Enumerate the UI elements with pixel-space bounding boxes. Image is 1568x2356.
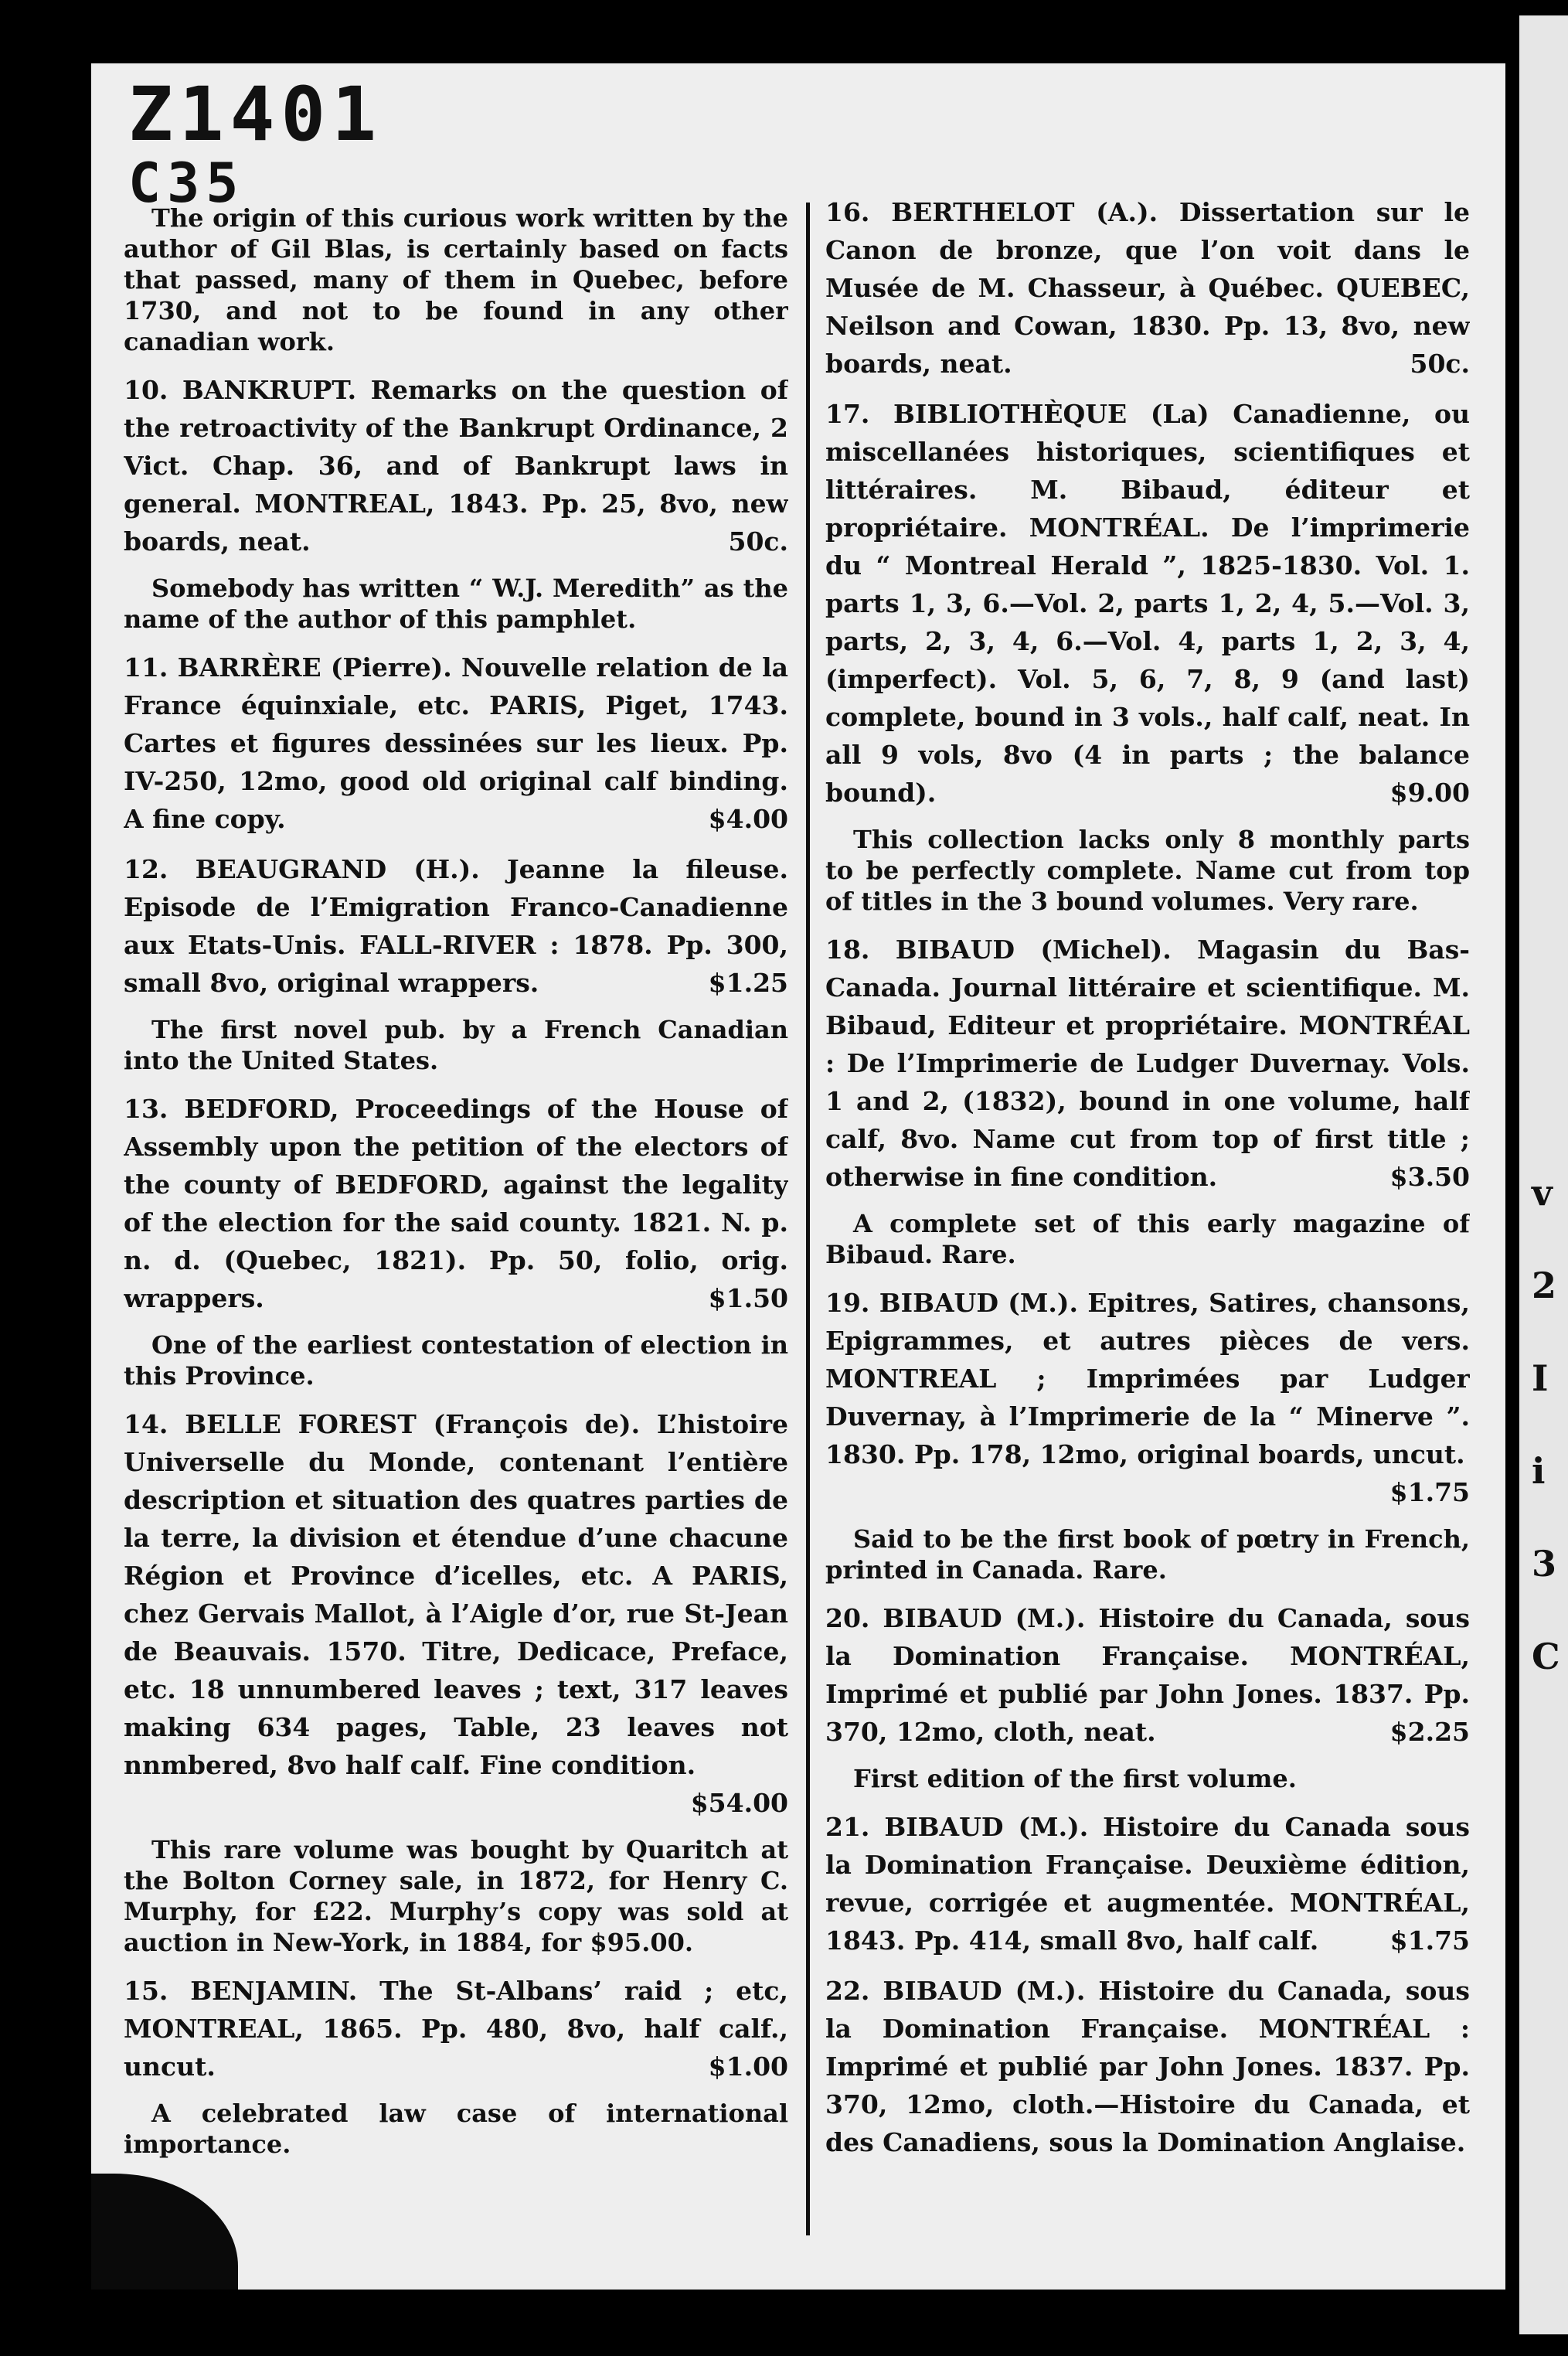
right-column <box>825 193 1470 2265</box>
entry-description: 12. BEAUGRAND (H.). Jeanne la fileuse. Episode de l’Emigration Franco-Canadienne aux Etats-Unis. FALL-RIVER : 1878. Pp. 300, small 8vo, original wrappers. <box>124 854 788 998</box>
adjacent-page-edge <box>1519 15 1568 2334</box>
handwritten-shelf-mark: C35 <box>128 152 245 215</box>
entry-price: $2.25 <box>1389 1717 1470 1747</box>
edge-fragment: C <box>1532 1636 1560 1677</box>
entry-price: $1.25 <box>708 968 788 998</box>
catalog-entry <box>124 850 788 1002</box>
entry-note: This collection lacks only 8 monthly parts to be perfectly complete. Name cut from top of titles in the 3 bound volumes. Very rare. <box>825 825 1470 916</box>
entry-price: $1.00 <box>708 2051 788 2082</box>
entry-description: 15. BENJAMIN. The St-Albans’ raid ; etc, MONTREAL, 1865. Pp. 480, 8vo, half calf., uncut. <box>124 1976 788 2082</box>
catalog-entry <box>825 1599 1470 1751</box>
edge-fragment: 3 <box>1532 1543 1557 1585</box>
entry-note: Said to be the first book of pœtry in French, printed in Canada. Rare. <box>825 1524 1470 1585</box>
entry-price: $9.00 <box>1389 778 1470 808</box>
entry-description: 19. BIBAUD (M.). Epitres, Satires, chansons, Epigrammes, et autres pièces de vers. MONTREAL ; Imprimées par Ludger Duvernay, à l’Imprimerie de la “ Minerve ”. 1830. Pp. 178, 12mo, original boards, uncut. <box>825 1288 1470 1469</box>
entry-note: This rare volume was bought by Quaritch at the Bolton Corney sale, in 1872, for Henry C. Murphy, for £22. Murphy’s copy was sold at auction in New-York, in 1884, for $95.00. <box>124 1835 788 1957</box>
catalog-entry <box>825 931 1470 1196</box>
catalog-entry <box>124 649 788 838</box>
edge-fragment: 2 <box>1532 1265 1557 1306</box>
entry-note: The first novel pub. by a French Canadian into the United States. <box>124 1015 788 1075</box>
edge-fragment: i <box>1532 1450 1546 1492</box>
entry-price: $54.00 <box>690 1788 788 1818</box>
entry-description: 11. BARRÈRE (Pierre). Nouvelle relation de la France équinxiale, etc. PARIS, Piget, 1743. Cartes et figures dessinées sur les lieux. Pp. IV-250, 12mo, good old original calf binding. A fine copy. <box>124 652 788 834</box>
entry-price: 50c. <box>728 526 788 557</box>
entry-description: 20. BIBAUD (M.). Histoire du Canada, sous la Domination Française. MONTRÉAL, Imprimé et publié par John Jones. 1837. Pp. 370, 12mo, cloth, neat. <box>825 1603 1470 1747</box>
catalog-page <box>91 63 1505 2290</box>
catalog-entry <box>825 1808 1470 1959</box>
entry-note: The origin of this curious work written by the author of Gil Blas, is certainly based on facts that passed, many of them in Quebec, before 1730, and not to be found in any other canadian work. <box>124 203 788 356</box>
entry-description: 21. BIBAUD (M.). Histoire du Canada sous la Domination Française. Deuxième édition, revue, corrigée et augmentée. MONTRÉAL, 1843. Pp. 414, small 8vo, half calf. <box>825 1812 1470 1956</box>
handwritten-call-number: Z1401 <box>128 71 383 158</box>
entry-description: 14. BELLE FOREST (François de). L’histoire Universelle du Monde, contenant l’entière description et situation des quatres parties de la terre, la division et étendue d’une chacune Région et Province d’icelles, etc. A PARIS, chez Gervais Mallot, à l’Aigle d’or, rue St-Jean de Beauvais. 1570. Titre, Dedicace, Preface, etc. 18 unnumbered leaves ; text, 317 leaves making 634 pages, Table, 23 leaves not nnmbered, 8vo half calf. Fine condition. <box>124 1409 788 1780</box>
entry-description: 13. BEDFORD, Proceedings of the House of Assembly upon the petition of the electors of the county of BEDFORD, against the legality of the election for the said county. 1821. N. p. n. d. (Quebec, 1821). Pp. 50, folio, orig. wrappers. <box>124 1094 788 1313</box>
left-column <box>124 203 788 2259</box>
catalog-entry <box>124 371 788 560</box>
column-divider <box>806 203 810 2235</box>
entry-price: $1.75 <box>1389 1925 1470 1956</box>
entry-price: $1.75 <box>1389 1477 1470 1507</box>
entry-price: 50c. <box>1410 349 1470 379</box>
entry-note: Somebody has written “ W.J. Meredith” as the name of the author of this pamphlet. <box>124 574 788 634</box>
catalog-entry <box>825 1972 1470 2161</box>
entry-description: 22. BIBAUD (M.). Histoire du Canada, sous la Domination Française. MONTRÉAL : Imprimé et publié par John Jones. 1837. Pp. 370, 12mo, cloth.—Histoire du Canada, et des Canadiens, sous la Domination Anglaise. <box>825 1976 1470 2157</box>
entry-price: $1.50 <box>708 1283 788 1313</box>
entry-description: 16. BERTHELOT (A.). Dissertation sur le Canon de bronze, que l’on voit dans le Musée de M. Chasseur, à Québec. QUEBEC, Neilson and Cowan, 1830. Pp. 13, 8vo, new boards, neat. <box>825 197 1470 379</box>
entry-description: 10. BANKRUPT. Remarks on the question of the retroactivity of the Bankrupt Ordinance, 2 Vict. Chap. 36, and of Bankrupt laws in general. MONTREAL, 1843. Pp. 25, 8vo, new boards, neat. <box>124 375 788 557</box>
catalog-entry <box>825 193 1470 383</box>
edge-fragment: I <box>1532 1357 1549 1399</box>
catalog-entry <box>124 1405 788 1822</box>
catalog-entry <box>124 1972 788 2085</box>
catalog-entry <box>825 1284 1470 1511</box>
entry-note: One of the earliest contestation of election in this Province. <box>124 1330 788 1391</box>
catalog-entry <box>825 395 1470 812</box>
entry-price: $4.00 <box>708 804 788 834</box>
entry-description: 17. BIBLIOTHÈQUE (La) Canadienne, ou miscellanées historiques, scientifiques et littéraires. M. Bibaud, éditeur et propriétaire. MONTRÉAL. De l’imprimerie du “ Montreal Herald ”, 1825-1830. Vol. 1. parts 1, 3, 6.—Vol. 2, parts 1, 2, 4, 5.—Vol. 3, parts, 2, 3, 4, 6.—Vol. 4, parts 1, 2, 3, 4, (imperfect). Vol. 5, 6, 7, 8, 9 (and last) complete, bound in 3 vols., half calf, neat. In all 9 vols, 8vo (4 in parts ; the balance bound). <box>825 399 1470 808</box>
entry-note: First edition of the first volume. <box>853 1764 1297 1793</box>
edge-fragment: v <box>1532 1172 1553 1214</box>
entry-price: $3.50 <box>1389 1162 1470 1192</box>
entry-note: A complete set of this early magazine of Bibaud. Rare. <box>825 1209 1470 1269</box>
entry-description: 18. BIBAUD (Michel). Magasin du Bas-Canada. Journal littéraire et scientifique. M. Bibaud, Editeur et propriétaire. MONTRÉAL : De l’Imprimerie de Ludger Duvernay. Vols. 1 and 2, (1832), bound in one volume, half calf, 8vo. Name cut from top of first title ; otherwise in fine condition. <box>825 935 1470 1192</box>
catalog-entry <box>124 1090 788 1317</box>
entry-note: A celebrated law case of international importance. <box>124 2099 788 2159</box>
